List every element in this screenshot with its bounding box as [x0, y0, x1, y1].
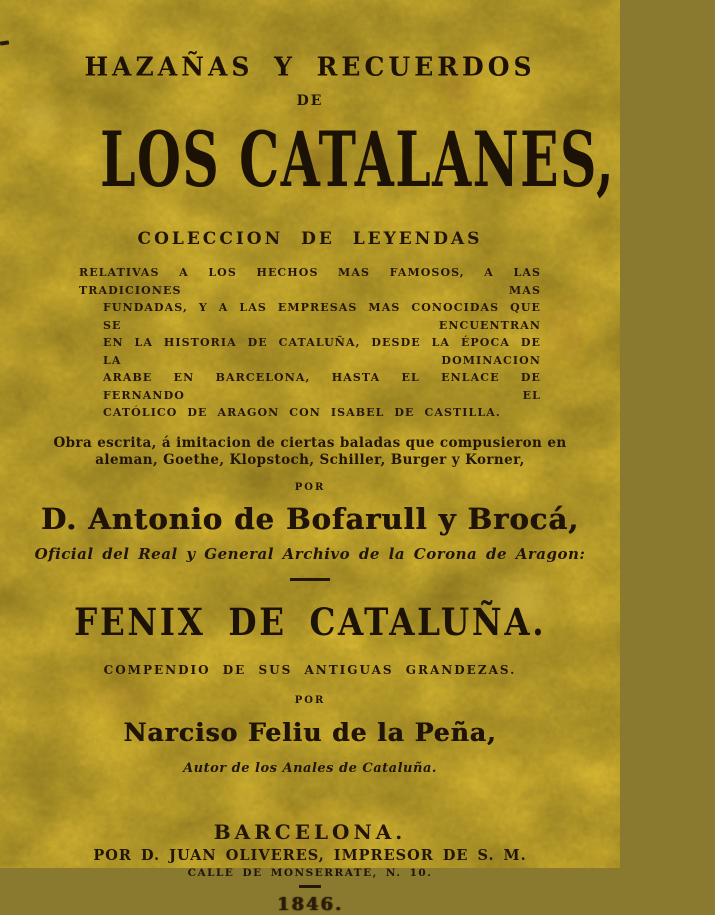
author-name: D. Antonio de Bofarull y Brocá,	[40, 501, 580, 536]
title-connector: DE	[296, 93, 324, 109]
description-line: EN LA HISTORIA DE CATALUÑA, DESDE LA ÉPOCA DE LA DOMINACION	[103, 336, 541, 367]
imprint-address: CALLE DE MONSERRATE, N. 10.	[187, 866, 433, 879]
description-line: CATÓLICO DE ARAGON CON ISABEL DE CASTILLA.	[103, 406, 501, 419]
main-title	[0, 114, 620, 205]
por-label: POR	[294, 481, 326, 493]
second-author-name: Narciso Feliu de la Peña,	[123, 717, 497, 747]
description-line: FUNDADAS, Y A LAS EMPRESAS MAS CONOCIDAS QUE SE ENCUENTRAN	[103, 301, 541, 332]
divider-rule	[290, 578, 330, 581]
imprint-printer: POR D. JUAN OLIVERES, IMPRESOR DE S. M.	[93, 846, 527, 864]
work-note-line: aleman, Goethe, Klopstoch, Schiller, Burger y Korner,	[95, 451, 525, 468]
imprint-year: 1846.	[276, 893, 344, 915]
second-title-text: FENIX DE CATALUÑA.	[73, 599, 547, 644]
main-title-text: LOS CATALANES,	[100, 114, 616, 205]
description-line: ARABE EN BARCELONA, HASTA EL ENLACE DE FERNANDO EL	[103, 371, 541, 402]
author-role: Oficial del Real y General Archivo de la Corona de Aragon:	[34, 544, 586, 563]
description-line: RELATIVAS A LOS HECHOS MAS FAMOSOS, A LAS TRADICIONES MAS	[79, 266, 541, 297]
work-note	[0, 435, 620, 469]
work-note-line: Obra escrita, á imitacion de ciertas baladas que compusieron en	[53, 434, 567, 451]
collection-description	[79, 264, 541, 422]
por-label: POR	[294, 694, 326, 706]
imprint-city: BARCELONA.	[213, 819, 407, 844]
imprint-divider-rule	[299, 885, 321, 888]
imprint-block	[0, 820, 620, 915]
second-subtitle: COMPENDIO DE SUS ANTIGUAS GRANDEZAS.	[103, 662, 517, 677]
second-title	[0, 599, 620, 645]
collection-heading: COLECCION DE LEYENDAS	[137, 229, 483, 249]
second-author-note: Autor de los Anales de Cataluña.	[183, 760, 437, 776]
supertitle: HAZAÑAS Y RECUERDOS	[84, 51, 536, 82]
